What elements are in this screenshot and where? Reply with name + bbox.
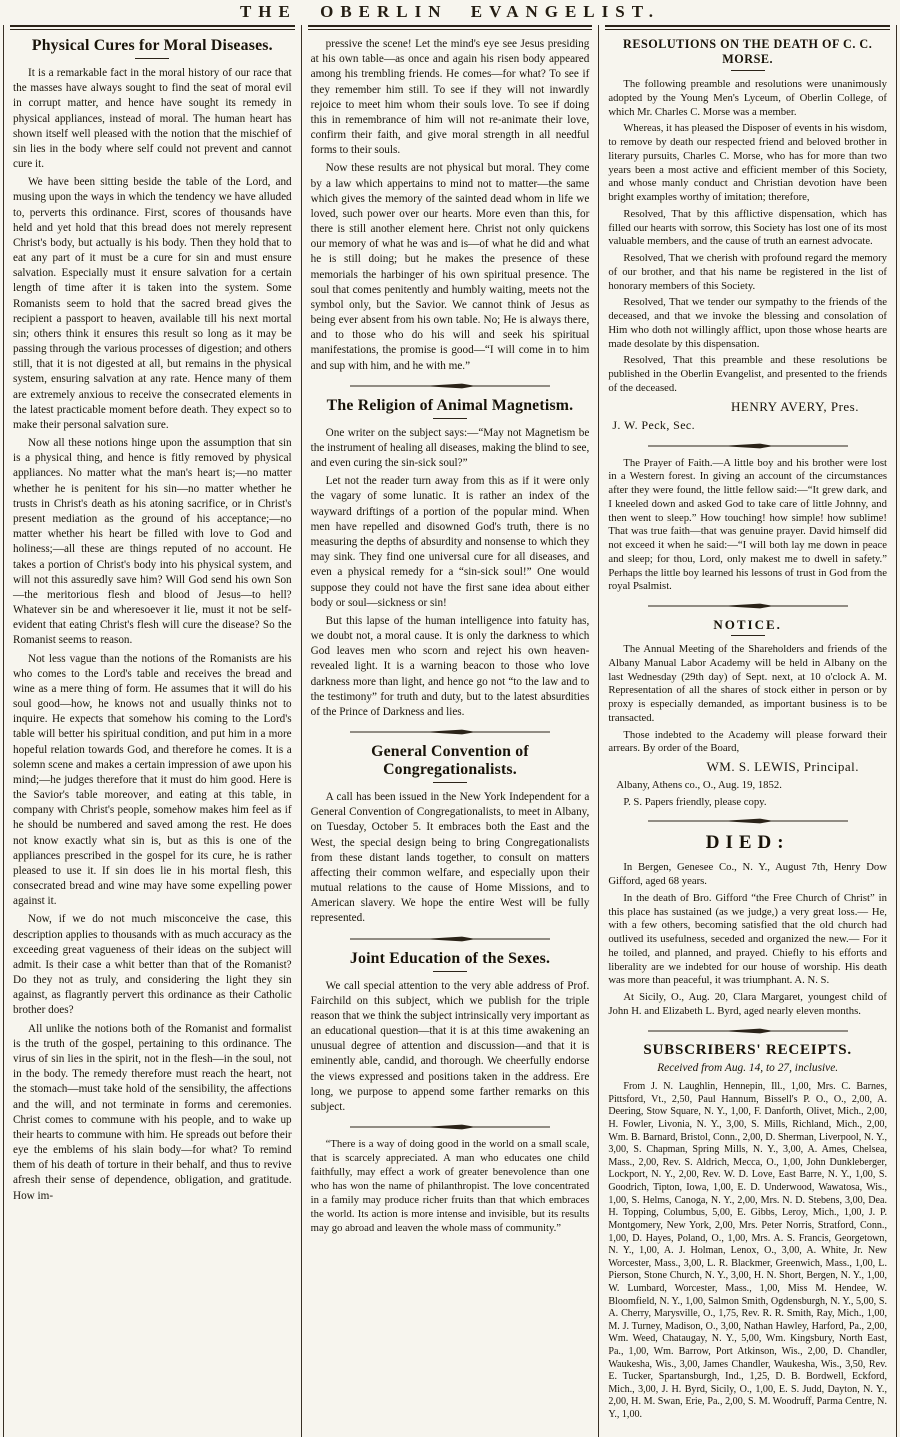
article-animal-magnetism [311,397,590,720]
headline-rule [135,58,169,59]
paragraph: But this lapse of the human intelligence into fatuity has, we doubt not, a moral cause. It is only the darkness to which God leaves men who scorn and reject his own heaven-revealed light. It is a warning beacon to those who love darkness more than light, and hence go not “to the law and to the testimony” for truth and duty, but to the latest absurdities of the Prince of Darkness and lies. [310,614,590,718]
paragraph: The Prayer of Faith.—A little boy and his brother were lost in a Western forest. In giving an account of the circumstances after they were found, the little fellow said:—“It grew dark, and I kneeled down and asked God to take care of little Johnny, and then went to sleep.” How touching! how simple! how sublime! That was true faith—that was genuine prayer. David himself did not exceed it when he said:—“I will both lay me down in peace and sleep; for thou, Lord, only makest me to dwell in safety.” Perhaps the little boy learned his lessons of trust in God from the royal Psalmist. [608,456,887,593]
paragraph: Resolved, That this preamble and these resolutions be published in the Oberlin Evangelist, and presented to the friends of the deceased. [608,354,887,394]
headline-rule [731,70,765,71]
paragraph: One writer on the subject says:—“May not Magnetism be the instrument of healing all diseases, making the blind to see, and even curing the sin-sick soul?” [310,426,590,470]
article-prayer-of-faith [608,457,887,595]
paragraph: We have been sitting beside the table of the Lord, and musing upon the ways in which the tendency we have alluded to, perverts this ordinance. First, scores of thousands have held and yet hold that this bread does not merely represent Christ's body, but actually is his body. Then they hold that to eat any part of it must be a cure for sin and must ensure salvation. Especially must it ensure salvation for a certain length of time after it is taken into the system. Some Romanists seem to hold that the sacred bread gives the recipient a passport to heaven, available till his next mortal sin; others think it ensures this result so long as it may be passing through the various processes of digestion; and others still, that it is not digested at all, but remains in the physical system, ensuring salvation at any rate. Hence many of them are extremely anxious to receive the consecrated elements in the latest practicable moment before death. They expect so to make their personal salvation sure. [13,176,292,431]
ornament-divider-icon [608,817,887,825]
paragraph: Not less vague than the notions of the Romanists are his who comes to the Lord's table and receives the bread and wine as a mere thing of form. He assumes that it will do his soul good—how, he knows not and usually thinks not to inquire. He expects that somehow his coming to the Lord's table will better his spiritual condition, and put him in a more hopeful relation towards God, and therefore he comes. It is a solemn scene and makes a certain impression of awe upon his mind;—he judges therefore that it must do him good. Here is the Savior's table moreover, and eating at this table, in company with Christ's people, somehow makes him feel as if he should be numbered and saved among the rest. He does not know exactly what sin is, but as this is one of the appliances prescribed in the gospel for its cure, he is rather pleased to use it. If sin does lie in his mortal flesh, this consecrated bread and wine may have some expelling power against it. [13,652,292,908]
article-joint-education [311,950,590,1116]
paragraph: Resolved, That by this afflictive dispensation, which has filled our hearts with sorrow, this Society has lost one of its most valuable members, and the cause of truth an earnest advocate. [608,207,887,248]
article-headline: DIED: [705,832,790,854]
article-headline: The Religion of Animal Magnetism. [326,396,574,414]
signature-secretary: J. W. Peck, Sec. [612,418,696,433]
ornament-divider-icon [311,728,590,736]
column-2 [302,25,600,1437]
receipts-subtitle: Received from Aug. 14, to 27, inclusive. [657,1061,839,1074]
signature-principal: WM. S. LEWIS, Principal. [706,759,859,775]
signature-president: HENRY AVERY, Pres. [731,398,859,414]
paragraph: Those indebted to the Academy will please forward their arrears. By order of the Board, [608,728,887,755]
article-died [608,832,887,1018]
paragraph: It is a remarkable fact in the moral history of our race that the masses have always sought to find the seat of moral evil in corrupt matter, and hence have sought its remedy in physical appliances, instead of moral. The human heart has shown itself well pleased with the notion that the mischief of sin lies in the body where self could not prevent and cannot cure it. [13,67,292,171]
article-headline: Joint Education of the Sexes. [349,949,551,967]
receipts-list: From J. N. Laughlin, Hennepin, Ill., 1,00, Mrs. C. Barnes, Pittsford, Vt., 2,50, Paul Hannum, Bissell's P. O., O., 2,00, A. Deering, Stow Square, N. Y., 1,00, F. Danforth, Olivet, Mich., 2,00, H. Fowler, Livonia, N. Y., 3,00, S. Mills, Richland, Mich., 2,00, Wm. B. Barnard, Bristol, Conn., 2,00, D. Sherman, Liverpool, N. Y., 3,00, S. Chapman, Spring Mills, N. Y., 3,00, A. Ames, Chelsea, Mass., 2,00, Rev. S. Aldrich, Mecca, O., 1,00, John Dunkleberger, Lockport, N. Y., 2,00, Rev. W. D. Love, East Barre, N. Y., 1,00, S. Goodrich, Tipton, Iowa, 1,00, E. D. Underwood, Wawatosa, Wis., 1,00, S. Helms, Canoga, N. Y., 2,00, Mrs. N. D. Stebens, 3,00, Dea. H. Topping, Columbus, 5,00, E. Gibbs, Leroy, Mich., 1,00, J. P. Montgomery, New York, 2,00, Mrs. Peter Norris, Stratford, Conn., 1,00, D. Hayes, Poland, O., 1,00, Mrs. A. S. Francis, Georgetown, N. Y., 1,00, A. J. Holman, Lenox, O., 3,00, A. White, Jr. New Worcester, Mass., 3,00, L. R. Blackmer, Greenwich, Mass., 1,00, L. Pierson, Stone Church, N. Y., 3,00, H. N. Short, Bergen, N. Y., 1,00, W. Lumbard, Worcester, Mass., 1,00, Miss M. Hendee, W. Bloomfield, N. Y., 1,00, Salmon Smith, Ogdensburgh, N. Y., 5,00, S. A. Cherry, Marysville, O., 1,75, Rev. R. R. Smith, Ray, Mich., 1,00, M. J. Turney, Madison, O., 3,00, Nathan Hawley, Harford, Pa., 2,00, Wm. Weed, Chataugay, N. Y., 5,00, Wm. Kingsbury, North East, Pa., 1,00, Wm. Barrow, Port Atkinson, Wis., 2,00, D. Chandler, Waukesha, Wis., 3,00, James Chandler, Waukesha, Wis., 3,50, Rev. E. Tucker, Spartansburgh, Ind., 1,25, D. B. Bordwell, Eckford, Mich., 3,00, J. H. Byrd, Sicily, O., 1,00, E. S. Judd, Dayton, N. Y., 2,00, H. M. Swan, Erie, Pa., 2,00, S. M. Woodruff, Parma Centre, N. Y., 1,00. [608,1081,887,1421]
paragraph: A call has been issued in the New York Independent for a General Convention of Congregationalists, to meet in Albany, on Tuesday, October 5. It embraces both the East and the West, the special design being to bring Congregationalists from these distant lands together, to consult on matters affecting their common welfare, and especially upon their mutual relations to the cause of Home Missions, and to American slavery. We hope the entire West will be fully represented. [310,791,590,925]
article-quote [311,1138,590,1235]
top-double-rule [605,25,890,30]
top-double-rule [10,25,295,30]
paragraph: The following preamble and resolutions were unanimously adopted by the Young Men's Lyceum, of Oberlin College, of which Mr. Charles C. Morse was a member. [608,78,887,118]
article-headline: SUBSCRIBERS' RECEIPTS. [643,1041,852,1058]
paragraph: In the death of Bro. Gifford “the Free Church of Christ” in this place has sustained (as we judge,) a very great loss.— He, with a few others, becoming satisfied that the old church had outlived its usefulness, seceded and organized the new.— For it he toiled, and planned, and prayed. Chiefly to his efforts and liberality are we indebted for our house of worship. His death was more than peaceful, it was triumphant. A. N. S. [608,891,887,987]
columns-container [3,25,897,1437]
dateline: Albany, Athens co., O., Aug. 19, 1852. [616,778,782,791]
paragraph: Resolved, That we tender our sympathy to the friends of the deceased, and that we invoke the blessing and consolation of Him who doth not willingly afflict, upon those whose hearts are made desolate by this dispensation. [608,296,887,350]
headline-rule [433,782,467,783]
ornament-divider-icon [311,1123,590,1131]
article-physical-cures [13,37,292,1204]
paragraph: The Annual Meeting of the Shareholders and friends of the Albany Manual Labor Academy will be held in Albany on the last Wednesday (29th day) of Sept. next, at 10 o'clock A. M. Representation of all the shares of stock either in person or by proxy is especially demanded, as important business is to be transacted. [608,643,887,724]
ornament-divider-icon [608,442,887,450]
headline-rule [433,971,467,972]
headline-rule [433,418,467,419]
headline-rule [731,635,765,636]
column-3 [599,25,897,1437]
column-1 [4,25,302,1437]
ornament-divider-icon [311,382,590,390]
paragraph: Resolved, That we cherish with profound regard the memory of our brother, and that his name be registered in the list of honorary members of this Society. [608,252,887,292]
article-notice [608,617,887,809]
top-double-rule [308,25,593,30]
masthead-title: THE OBERLIN EVANGELIST. [239,2,661,21]
article-headline: General Convention of Congregationalists. [371,743,529,779]
paragraph: Now all these notions hinge upon the assumption that sin is a physical thing, and hence is fitly removed by physical appliances. No matter what the man's heart is;—no matter whether he is penitent for his sin—no matter whether he trusts in Christ's death as his atoning sacrifice, or in Christ's present mediation as the ground of his acceptance;—no matter whether his heart be filled with love to God and holiness;—all these are things reputed of no account. He takes a portion of Christ's body into his physical system, and will not this assuredly save him? Will God send his own Son—the meritorious flesh and blood of Jesus—to hell? Whatever sin be and wheresoever it lie, must it not be self-evident that eating Christ's flesh will cure the disease? So the Romanist seems to reason. [13,437,292,647]
ornament-divider-icon [608,1027,887,1035]
article-headline: RESOLUTIONS ON THE DEATH OF C. C. MORSE. [623,37,873,66]
quote-paragraph: “There is a way of doing good in the world on a small scale, that is scarcely appreciated. A man who educates one child faithfully, may effect a work of greater benevolence than one who has won the name of philanthropist. The love concentrated in a family may produce richer fruits than that which embraces the world. Its action is more intense and invisible, but its results may go abroad and leaven the whole mass of community.” [310,1138,590,1234]
article-continuation [311,37,590,374]
paragraph: All unlike the notions both of the Romanist and formalist is the truth of the gospel, pertaining to this ordinance. The virus of sin lies in the spirit, not in the flesh—in the soul, not in the body. The remedy therefore must reach the heart, not the stomach—must take hold of the sensibility, the affections and the will, and not terminate in forms and ceremonies. Christ comes to commune with his people, and to wake up their hearts to commune with him. He spreads out before their eye the emblems of his slain body—for what? To remind them of his death of torture in their behalf, and thus to revive afresh their sense of dependence, obligation, and gratitude. How im- [13,1022,292,1202]
paragraph: Let not the reader turn away from this as if it were only the vagary of some lunatic. It is rather an index of the wayward driftings of a portion of the popular mind. When men have repelled and disowned God's truth, there is no measuring the depths of absurdity and nonsense to which they may sink. They find one universal cure for all diseases, and even a physical remedy for a “sin-sick soul!” One would suppose they could not have the first sane idea about either body or soul—sickness or sin! [310,475,590,609]
article-resolutions-morse [608,37,887,434]
paragraph: We call special attention to the very able address of Prof. Fairchild on this subject, which we publish for the triple reason that we think the subject intrinsically very important as an educational question—that it is at this time awakening an unusual degree of attention and discussion—and that it is eminently able, candid, and thorough. We cheerfully endorse the views expressed and positions taken in the address. Ere long, we purpose to append some farther remarks on this subject. [310,979,590,1113]
article-headline: Physical Cures for Moral Diseases. [31,37,273,54]
paragraph: Whereas, it has pleased the Disposer of events in his wisdom, to remove by death our respected friend and beloved brother in literary pursuits, Charles C. Morse, who has for more than two years been a most active and efficient member of this Society, and whose manly conduct and Christian devotion have been bright examples worthy of imitation; therefore, [608,122,887,203]
article-subscribers-receipts [608,1042,887,1422]
article-general-convention [311,743,590,927]
paragraph: pressive the scene! Let the mind's eye see Jesus presiding at his own table—as once and again his risen body appeared among his trembling friends. He comes—for what? To see if they remember him still. To see if they will not inwardly rejoice to meet him whom their souls love. To see if doing this in remembrance of him will not re-animate their love, confirm their faith, and give moral strength in all needful forms to their souls. [310,38,590,157]
paragraph: At Sicily, O., Aug. 20, Clara Margaret, youngest child of John H. and Elizabeth L. Byrd, aged nearly eleven months. [608,991,887,1017]
paragraph: Now, if we do not much misconceive the case, this description applies to thousands with as much accuracy as the exceeding great vagueness of their ideas on the subject will admit. Is their case a whit better than that of the Romanist? Do they not as truly, and considering the light they sin against, as flagrantly pervert this ordinance as their Catholic brother does? [13,913,292,1017]
paragraph: Now these results are not physical but moral. They come by a law which appertains to mind not to matter—the same which gives the memory of the sainted dead whom in life we loved, such power over our hearts. More even than this, for there is still another element here. Christ not only quickens our memory of what he was and is—of what he did and what he is still doing; but he makes the presence of these memorials the harbinger of his own spiritual presence. The soul that comes penitently and humbly waiting, meets not the symbol only, but the Savior. We cannot think of Jesus as being ever absent from his own table. No; He is always there, and to those who do his will and seek his spiritual manifestations, the promise is good—“I will come in to him and sup with him, and he with me.” [310,162,590,372]
paragraph: In Bergen, Genesee Co., N. Y., August 7th, Henry Dow Gifford, aged 68 years. [608,861,887,888]
article-headline: NOTICE. [713,617,782,633]
ornament-divider-icon [608,602,887,610]
postscript: P. S. Papers friendly, please copy. [623,795,767,808]
ornament-divider-icon [311,935,590,943]
